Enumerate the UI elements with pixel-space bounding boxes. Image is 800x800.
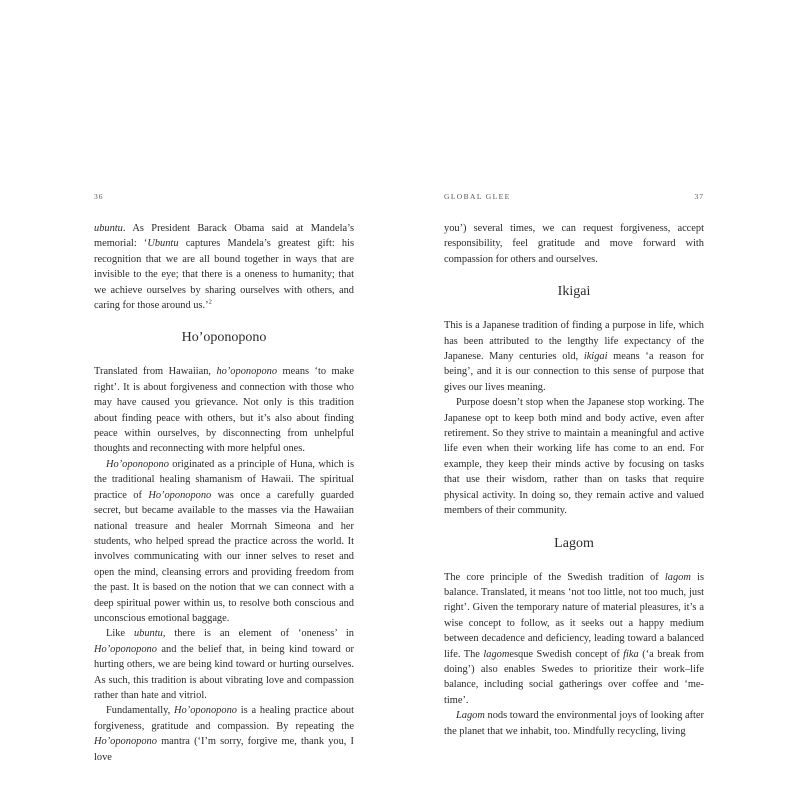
text-run: means ‘a reason for being’, and it is our connection to this sense of purpose that gives our lives meaning. bbox=[444, 351, 704, 393]
italic-term: ho’oponopono bbox=[216, 366, 278, 378]
text-run: is balance. Translated, it means ‘not too little, not too much, just right’. Given the temporary nature of material pleasures, it’s a wise concept to follow, as it seeks out a happy medium between decadence and deficiency, leading toward a balanced life. The bbox=[444, 571, 705, 660]
left-page-body bbox=[94, 221, 354, 765]
paragraph bbox=[444, 395, 704, 518]
running-head: GLOBAL GLEE bbox=[444, 192, 511, 201]
paragraph bbox=[94, 221, 354, 313]
page-number-right: 37 bbox=[694, 192, 704, 201]
italic-term: fika bbox=[623, 648, 639, 660]
page-number-left: 36 bbox=[94, 192, 104, 201]
italic-term: Lagom bbox=[456, 710, 485, 722]
section-heading: Lagom bbox=[554, 535, 594, 551]
text-run: Fundamentally, bbox=[106, 705, 175, 717]
paragraph bbox=[444, 318, 704, 395]
text-run: is a healing practice about forgiveness, gratitude and compassion. By repeating the bbox=[94, 705, 354, 732]
text-run: you’) several times, we can request forgiveness, accept responsibility, feel gratitude and move forward with compassion for others and ourselves. bbox=[444, 223, 704, 265]
text-run: originated as a principle of Huna, which is the traditional healing shamanism of Hawaii. The spiritual practice of bbox=[94, 458, 354, 501]
italic-term: ubuntu bbox=[94, 223, 123, 234]
footnote-ref: 2 bbox=[208, 298, 212, 306]
text-run: . As President Barack Obama said at Mandela’s memorial: ‘ bbox=[94, 223, 354, 250]
section-heading: Ho’oponopono bbox=[181, 330, 267, 346]
paragraph bbox=[94, 703, 354, 765]
paragraph bbox=[444, 708, 704, 739]
text-run: esque Swedish concept of bbox=[509, 648, 624, 660]
text-run: and the belief that, in being kind toward or hurting others, we are being kind toward or hurting ourselves. As such, this tradition is about vibrating love and compassion rather than hate and vitriol. bbox=[94, 643, 354, 701]
italic-term: Ho’oponopono bbox=[174, 705, 237, 717]
italic-term: ubuntu bbox=[133, 628, 163, 640]
italic-term: Ho’oponopono bbox=[94, 643, 157, 655]
italic-term: Ho’oponopono bbox=[148, 489, 212, 501]
text-run: means ‘to make right’. It is about forgiveness and connection with those who may have caused you grievance. Not only is this tradition about finding peace with others, but it’s also about finding peace within ourselves, by disconnecting from unhelpful thoughts and reconnecting with more helpful ones. bbox=[94, 366, 354, 455]
text-run: This is a Japanese tradition of finding a purpose in life, which has been attributed to the lengthy life expectancy of the Japanese. Many centuries old, bbox=[444, 320, 704, 363]
italic-term: Ho’oponopono bbox=[106, 458, 169, 470]
text-run: mantra (‘I’m sorry, forgive me, thank you, I love bbox=[94, 736, 354, 763]
text-run: Purpose doesn’t stop when the Japanese stop working. The Japanese opt to keep both mind and body active, even after retirement. So they strive to maintain a meaningful and active life even when their working life has come to an end. For example, they keep their minds active by focusing on tasks that use their wisdom, rather than on tasks that require physical activity. In doing so, they remain active and valued members of their community. bbox=[444, 397, 704, 517]
right-page-body bbox=[444, 221, 704, 739]
text-run: nods toward the environmental joys of looking after the planet that we inhabit, too. Mindfully recycling, living bbox=[444, 710, 704, 737]
text-run: was once a carefully guarded secret, but became available to the masses via the Hawaiian national treasure and healer Morrnah Simeona and her students, who helped spread the practice across the world. It involves communicating with our inner selves to reset and open the mind, cleansing errors and providing freedom from the past. It is based on the notion that we can connect with a deep spiritual power within us, to resolve both conscious and unconscious emotional baggage. bbox=[94, 489, 354, 624]
italic-term: Ho’oponopono bbox=[94, 736, 157, 748]
text-run: (‘a break from doing’) also enables Swedes to prioritize their work–life balance, including social gatherings over coffee and ‘me-time’. bbox=[444, 648, 705, 706]
italic-term: ikigai bbox=[583, 351, 608, 363]
text-run: The core principle of the Swedish tradition of bbox=[444, 571, 665, 583]
text-run: Translated from Hawaiian, bbox=[94, 366, 217, 378]
paragraph bbox=[94, 364, 354, 456]
italic-term: lagom bbox=[483, 648, 510, 660]
text-run: Like bbox=[106, 628, 134, 640]
text-run: , there is an element of ‘oneness’ in bbox=[162, 628, 354, 640]
text-run: captures Mandela’s greatest gift: his recognition that we are all bound together in ways that are invisible to the eye; that there is a oneness to humanity; that we achieve ourselves by sharing ourselves with others, and caring for those around us.’ bbox=[94, 238, 355, 312]
paragraph bbox=[444, 221, 704, 267]
italic-term: lagom bbox=[664, 571, 691, 583]
paragraph bbox=[444, 570, 704, 709]
paragraph bbox=[94, 457, 354, 626]
paragraph bbox=[94, 626, 354, 703]
section-heading: Ikigai bbox=[557, 284, 591, 300]
italic-term: Ubuntu bbox=[147, 238, 179, 250]
